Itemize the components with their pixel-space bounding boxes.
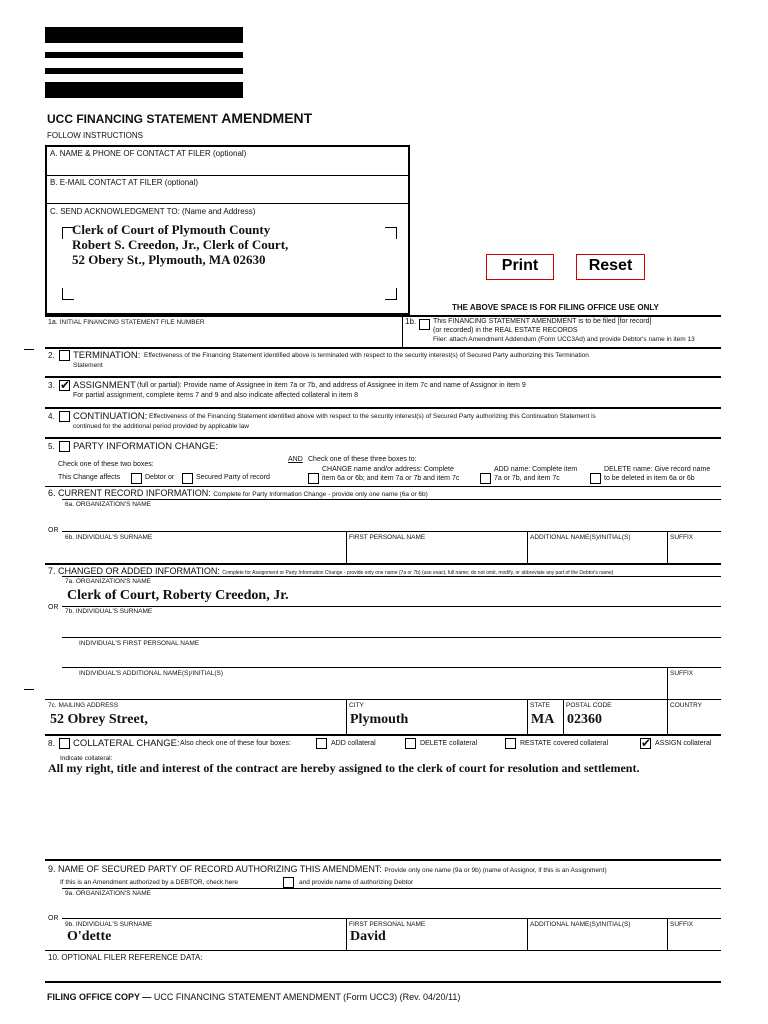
item-1b-line3: Filer: attach Amendment Addendum (Form UCC3Ad) and provide Debtor's name in item 13 xyxy=(433,336,695,343)
col-6-suffix xyxy=(667,531,668,563)
divider-7c xyxy=(45,699,721,700)
divider-row8 xyxy=(45,734,721,736)
and-label: AND xyxy=(288,456,303,463)
assignment-title: ASSIGNMENT xyxy=(73,380,136,391)
item-1b-line1: This FINANCING STATEMENT AMENDMENT is to be filed [for record] xyxy=(433,318,652,325)
termination-text1: Effectiveness of the Financing Statement identified above is terminated with respect to the security interest(s) of Secured Party authorizing this Termination xyxy=(144,352,589,359)
item-1a-label: 1a. INITIAL FINANCING STATEMENT FILE NUMBER xyxy=(48,319,205,326)
divider-9b-top xyxy=(62,918,721,919)
item-1b-line2: (or recorded) in the REAL ESTATE RECORDS xyxy=(433,327,578,334)
termination-checkbox[interactable] xyxy=(59,350,70,361)
secured-party-checkbox[interactable] xyxy=(182,473,193,484)
divider-row2 xyxy=(45,347,721,349)
ack-address-line2[interactable]: Robert S. Creedon, Jr., Clerk of Court, xyxy=(72,237,289,252)
margin-mark-1 xyxy=(24,349,34,350)
item-6b-suffix-label: SUFFIX xyxy=(670,534,694,541)
mailing-address-value[interactable]: 52 Obrey Street, xyxy=(50,712,148,727)
item-8-num: 8. xyxy=(48,739,55,748)
divider-row1 xyxy=(45,315,721,317)
reset-button[interactable]: Reset xyxy=(576,254,645,280)
item-1b-num: 1b. xyxy=(405,317,417,326)
divider-row3 xyxy=(45,376,721,378)
item-5-num: 5. xyxy=(48,442,55,451)
postal-code-label: POSTAL CODE xyxy=(566,702,612,709)
or-7: OR xyxy=(48,604,59,611)
secured-party-label: Secured Party of record xyxy=(196,474,270,481)
col-7-suffix xyxy=(667,667,668,699)
corner-tr xyxy=(385,227,397,239)
ack-address-line1[interactable]: Clerk of Court of Plymouth County xyxy=(72,222,271,237)
item-9a-label: 9a. ORGANIZATION'S NAME xyxy=(65,890,151,897)
divider-7b-first xyxy=(62,637,721,638)
col-7c-postal xyxy=(563,699,564,735)
or-6: OR xyxy=(48,527,59,534)
item-10-label: 10. OPTIONAL FILER REFERENCE DATA: xyxy=(48,953,203,962)
indicate-collateral-label: Indicate collateral: xyxy=(60,755,113,762)
item-6b-additional-label: ADDITIONAL NAME(S)/INITIAL(S) xyxy=(530,534,631,541)
item-7-title: 7. CHANGED OR ADDED INFORMATION: Complete for Assignment or Party Information Change - provide only one name (7a or 7b) (use exact, full name; do not omit, modify, or abbreviate any part of the Debtor's name) xyxy=(48,566,614,576)
divider-7b-additional xyxy=(62,667,721,668)
debtor-checkbox[interactable] xyxy=(131,473,142,484)
add-name-line1: ADD name: Complete item xyxy=(494,466,578,473)
item-7b-first-label: INDIVIDUAL'S FIRST PERSONAL NAME xyxy=(79,640,200,647)
add-name-line2: 7a or 7b, and item 7c xyxy=(494,475,560,482)
collateral-change-checkbox[interactable] xyxy=(59,738,70,749)
send-ack-label: C. SEND ACKNOWLEDGMENT TO: (Name and Address) xyxy=(50,207,256,216)
follow-instructions: FOLLOW INSTRUCTIONS xyxy=(47,131,144,140)
divider-1ab xyxy=(402,316,403,347)
item-6-title: 6. CURRENT RECORD INFORMATION: Complete for Party Information Change - provide only one name (6a or 6b) xyxy=(48,488,428,498)
ack-address-line3[interactable]: 52 Obery St., Plymouth, MA 02630 xyxy=(72,252,266,267)
debtor-auth-note2: and provide name of authorizing Debtor xyxy=(299,879,414,886)
delete-collateral-checkbox[interactable] xyxy=(405,738,416,749)
assignment-text2: For partial assignment, complete items 7 and 9 and also indicate affected collateral in item 8 xyxy=(73,392,359,399)
item-6b-first-label: FIRST PERSONAL NAME xyxy=(349,534,426,541)
city-label: CITY xyxy=(349,702,364,709)
check-two-label: Check one of these two boxes: xyxy=(58,461,154,468)
assignment-checkbox[interactable] xyxy=(59,380,70,391)
add-collateral-label: ADD collateral xyxy=(331,740,376,747)
email-contact-label: B. E-MAIL CONTACT AT FILER (optional) xyxy=(50,178,199,187)
change-name-checkbox[interactable] xyxy=(308,473,319,484)
divider-7a-top xyxy=(62,576,721,577)
continuation-text1: Effectiveness of the Financing Statement identified above with respect to the security interest(s) of Secured Party authorizing this Continuation Statement is xyxy=(149,413,596,420)
divider-row6 xyxy=(45,486,721,487)
item-7b-label: 7b. INDIVIDUAL'S SURNAME xyxy=(65,608,153,615)
continuation-checkbox[interactable] xyxy=(59,411,70,422)
city-value[interactable]: Plymouth xyxy=(350,712,409,727)
collateral-description[interactable]: All my right, title and interest of the contract are hereby assigned to the clerk of court for resolution and settlement. xyxy=(48,761,640,775)
add-name-checkbox[interactable] xyxy=(480,473,491,484)
print-button[interactable]: Print xyxy=(486,254,554,280)
corner-bl xyxy=(62,288,74,300)
item-7a-label: 7a. ORGANIZATION'S NAME xyxy=(65,578,151,585)
item-3-num: 3. xyxy=(48,381,55,390)
debtor-label: Debtor or xyxy=(145,474,175,481)
collateral-change-title: COLLATERAL CHANGE: xyxy=(73,738,180,749)
debtor-auth-note1: If this is an Amendment authorized by a DEBTOR, check here xyxy=(60,879,238,886)
check-three-label: Check one of these three boxes to: xyxy=(308,456,417,463)
continuation-title: CONTINUATION: xyxy=(73,411,148,422)
item-7b-additional-label: INDIVIDUAL'S ADDITIONAL NAME(S)/INITIAL(S) xyxy=(79,670,224,677)
termination-title: TERMINATION: xyxy=(73,350,141,361)
form-title: UCC FINANCING STATEMENT AMENDMENT xyxy=(47,110,313,126)
col-9-suffix xyxy=(667,918,668,950)
divider-9a-top xyxy=(62,888,721,889)
country-label: COUNTRY xyxy=(670,702,703,709)
or-9: OR xyxy=(48,915,59,922)
item-9b-surname-label: 9b. INDIVIDUAL'S SURNAME xyxy=(65,921,153,928)
delete-name-checkbox[interactable] xyxy=(590,473,601,484)
first-name-value[interactable]: David xyxy=(350,929,386,944)
header-bar-2 xyxy=(45,52,243,58)
col-6-additional xyxy=(527,531,528,563)
contact-name-label: A. NAME & PHONE OF CONTACT AT FILER (optional) xyxy=(50,149,247,158)
party-change-title: PARTY INFORMATION CHANGE: xyxy=(73,441,218,452)
item-7a-value[interactable]: Clerk of Court, Roberty Creedon, Jr. xyxy=(67,588,289,603)
col-9-additional xyxy=(527,918,528,950)
item-6b-surname-label: 6b. INDIVIDUAL'S SURNAME xyxy=(65,534,153,541)
divider-row10 xyxy=(45,950,721,951)
divider-row4 xyxy=(45,407,721,409)
postal-code-value[interactable]: 02360 xyxy=(567,712,602,727)
state-label: STATE xyxy=(530,702,550,709)
item-4-num: 4. xyxy=(48,412,55,421)
footer-text: FILING OFFICE COPY — UCC FINANCING STATEMENT AMENDMENT (Form UCC3) (Rev. 04/20/11) xyxy=(47,992,461,1002)
item-7c-label: 7c. MAILING ADDRESS xyxy=(48,702,119,709)
divider-row7 xyxy=(45,563,721,565)
delete-name-line1: DELETE name: Give record name xyxy=(604,466,711,473)
divider-6a-top xyxy=(62,499,721,500)
divider-row5 xyxy=(45,437,721,439)
restate-collateral-label: RESTATE covered collateral xyxy=(520,740,609,747)
change-affects-label: This Change affects xyxy=(58,474,121,481)
collateral-also-label: Also check one of these four boxes: xyxy=(180,740,291,747)
item-9b-additional-label: ADDITIONAL NAME(S)/INITIAL(S) xyxy=(530,921,631,928)
item-9b-suffix-label: SUFFIX xyxy=(670,921,694,928)
divider-7b-top xyxy=(62,606,721,607)
restate-collateral-checkbox[interactable] xyxy=(505,738,516,749)
assignment-text1: (full or partial): Provide name of Assignee in item 7a or 7b, and address of Assignee in item 7c and name of Assignor in item 9 xyxy=(137,382,526,389)
assign-collateral-label: ASSIGN collateral xyxy=(655,740,712,747)
col-9-first xyxy=(346,918,347,950)
col-6-first xyxy=(346,531,347,563)
filer-divider-a xyxy=(47,175,408,176)
col-7c-country xyxy=(667,699,668,735)
item-9-title: 9. NAME OF SECURED PARTY OF RECORD AUTHORIZING THIS AMENDMENT: Provide only one name (9a or 9b) (name of Assignor, if this is an Assignment) xyxy=(48,864,607,874)
divider-row9 xyxy=(45,859,721,861)
col-7c-city xyxy=(346,699,347,735)
real-estate-checkbox[interactable] xyxy=(419,319,430,330)
continuation-text2: continued for the additional period provided by applicable law xyxy=(73,423,249,430)
footer-divider xyxy=(45,981,721,983)
assign-collateral-checkbox[interactable] xyxy=(640,738,651,749)
item-2-num: 2. xyxy=(48,351,55,360)
item-9b-first-label: FIRST PERSONAL NAME xyxy=(349,921,426,928)
header-bar-3 xyxy=(45,68,243,74)
state-value[interactable]: MA xyxy=(531,712,555,727)
col-7c-state xyxy=(527,699,528,735)
delete-collateral-label: DELETE collateral xyxy=(420,740,478,747)
termination-text2: Statement xyxy=(73,362,103,369)
add-collateral-checkbox[interactable] xyxy=(316,738,327,749)
change-name-line2: item 6a or 6b; and item 7a or 7b and item 7c xyxy=(322,475,460,482)
surname-value[interactable]: O'dette xyxy=(67,929,112,944)
change-name-line1: CHANGE name and/or address: Complete xyxy=(322,466,454,473)
delete-name-line2: to be deleted in item 6a or 6b xyxy=(604,475,695,482)
item-6a-label: 6a. ORGANIZATION'S NAME xyxy=(65,501,151,508)
divider-6b-top xyxy=(62,531,721,532)
margin-mark-2 xyxy=(24,689,34,690)
debtor-authorized-checkbox[interactable] xyxy=(283,877,294,888)
filing-office-note: THE ABOVE SPACE IS FOR FILING OFFICE USE ONLY xyxy=(452,303,659,312)
party-change-checkbox[interactable] xyxy=(59,441,70,452)
header-bar-1 xyxy=(45,27,243,43)
header-bar-4 xyxy=(45,82,243,98)
item-7b-suffix-label: SUFFIX xyxy=(670,670,694,677)
filer-divider-b xyxy=(47,203,408,204)
corner-br xyxy=(385,288,397,300)
